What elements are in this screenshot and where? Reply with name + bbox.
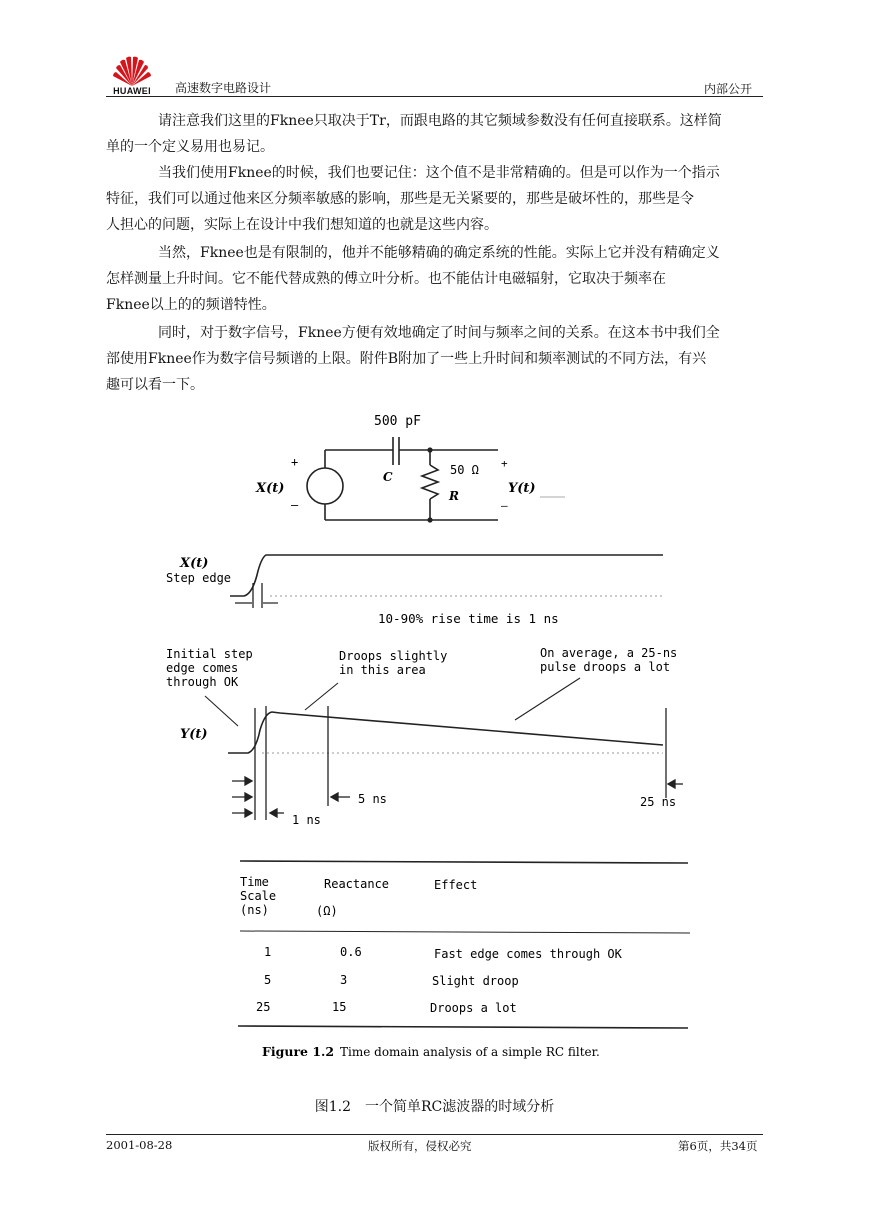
resistor-label: R bbox=[449, 489, 459, 503]
rise-time-note: 10-90% rise time is 1 ns bbox=[378, 611, 559, 626]
table-header-reactance-2: (Ω) bbox=[316, 904, 338, 918]
paragraph-4 bbox=[106, 320, 763, 398]
marker-label-1ns: 1 ns bbox=[292, 813, 321, 827]
text-line: 趣可以看一下。 bbox=[106, 377, 204, 393]
table-rule-header bbox=[240, 931, 690, 933]
note-initial-2: edge comes bbox=[166, 661, 239, 675]
step-waveform bbox=[230, 555, 663, 596]
table-header-time-3: (ns) bbox=[240, 903, 269, 917]
marker-label-5ns: 5 ns bbox=[358, 792, 387, 806]
voltage-source-icon bbox=[307, 468, 343, 504]
output-label: Y(t) bbox=[508, 481, 536, 496]
table-cell-reactance: 15 bbox=[332, 1000, 347, 1014]
table-row bbox=[264, 945, 623, 961]
document-title: 高速数字电路设计 bbox=[175, 81, 272, 95]
paragraph-1 bbox=[106, 108, 763, 160]
pointer-average bbox=[515, 678, 580, 720]
brand-text: HUAWEI bbox=[113, 86, 151, 96]
pointer-droop bbox=[305, 683, 338, 710]
resistor-icon bbox=[422, 465, 438, 499]
text-line: 部使用Fknee作为数字信号频谱的上限。附件B附加了一些上升时间和频率测试的不同方法，有兴 bbox=[106, 351, 707, 367]
table-rule-top bbox=[240, 861, 688, 863]
table-cell-reactance: 3 bbox=[340, 973, 348, 987]
footer-rule bbox=[106, 1134, 763, 1135]
note-droop-1: Droops slightly bbox=[339, 649, 448, 663]
table-rule-bottom bbox=[238, 1026, 688, 1028]
paragraph-2 bbox=[106, 160, 763, 238]
step-label-xt: X(t) bbox=[180, 556, 209, 571]
text-line: 人担心的问题，实际上在设计中我们想知道的也就是这些内容。 bbox=[106, 217, 498, 233]
response-waveform bbox=[228, 712, 663, 753]
table-cell-effect: Droops a lot bbox=[430, 1001, 517, 1015]
footer-page-number: 第6页，共34页 bbox=[678, 1139, 758, 1153]
note-average-1: On average, a 25-ns bbox=[540, 646, 678, 660]
text-line: 当我们使用Fknee的时候，我们也要记住：这个值不是非常精确的。但是可以作为一个指示 bbox=[158, 165, 720, 181]
note-average-2: pulse droops a lot bbox=[540, 660, 671, 674]
text-line: 同时，对于数字信号，Fknee方便有效地确定了时间与频率之间的关系。在这本书中我们全 bbox=[158, 325, 720, 341]
note-droop-2: in this area bbox=[339, 663, 426, 677]
table-cell-time: 1 bbox=[264, 945, 272, 959]
table-cell-reactance: 0.6 bbox=[340, 945, 362, 959]
figure-rc-filter bbox=[0, 400, 869, 1080]
text-line: 特征，我们可以通过他来区分频率敏感的影响，那些是无关紧要的，那些是破坏性的，那些是令 bbox=[106, 191, 694, 207]
text-line: 请注意我们这里的Fknee只取决于Tr，而跟电路的其它频域参数没有任何直接联系。这样简 bbox=[158, 113, 722, 129]
note-initial-3: through OK bbox=[166, 675, 239, 689]
figure-caption: 图1.2 一个简单RC滤波器的时域分析 bbox=[314, 1099, 555, 1115]
input-label: X(t) bbox=[256, 481, 285, 496]
table-header-time-1: Time bbox=[240, 875, 269, 889]
huawei-logo bbox=[108, 52, 156, 96]
table-header-time-2: Scale bbox=[240, 889, 277, 903]
input-plus: + bbox=[291, 455, 299, 469]
text-line: 当然，Fknee也是有限制的，他并不能够精确的确定系统的性能。实际上它并没有精确定义 bbox=[158, 245, 720, 261]
output-minus: – bbox=[501, 499, 508, 512]
text-line: Fknee以上的的频谱特性。 bbox=[106, 297, 276, 313]
paragraph-3 bbox=[106, 240, 763, 318]
table-header-effect: Effect bbox=[434, 878, 478, 892]
footer-date: 2001-08-28 bbox=[106, 1138, 173, 1152]
header-rule bbox=[106, 96, 763, 97]
output-plus: + bbox=[501, 457, 508, 470]
node-dot-top bbox=[427, 447, 432, 452]
table-cell-time: 5 bbox=[264, 973, 272, 987]
capacitor-value: 500 pF bbox=[374, 414, 421, 429]
table-header-reactance-1: Reactance bbox=[324, 877, 390, 891]
marker-arrows bbox=[232, 777, 683, 817]
table-cell-effect: Fast edge comes through OK bbox=[434, 947, 622, 961]
footer-rights: 版权所有，侵权必究 bbox=[368, 1139, 472, 1153]
classification-label: 内部公开 bbox=[704, 82, 753, 96]
table-row bbox=[256, 1000, 517, 1015]
table-cell-effect: Slight droop bbox=[432, 974, 519, 988]
text-line: 怎样测量上升时间。它不能代替成熟的傅立叶分析。也不能估计电磁辐射，它取决于频率在 bbox=[106, 271, 666, 287]
input-minus: – bbox=[291, 498, 299, 512]
table-cell-time: 25 bbox=[256, 1000, 271, 1014]
resistor-value: 50 Ω bbox=[450, 463, 479, 477]
capacitor-label: C bbox=[383, 470, 393, 484]
pointer-initial bbox=[205, 696, 238, 726]
step-label-edge: Step edge bbox=[166, 571, 232, 585]
node-dot-bottom bbox=[427, 517, 432, 522]
marker-label-25ns: 25 ns bbox=[640, 795, 677, 809]
note-initial-1: Initial step bbox=[166, 647, 253, 661]
english-caption-text: Time domain analysis of a simple RC filter. bbox=[340, 1045, 600, 1059]
table-row bbox=[264, 973, 519, 988]
text-line: 单的一个定义易用也易记。 bbox=[106, 139, 274, 155]
response-label-yt: Y(t) bbox=[180, 727, 208, 742]
english-caption-number: Figure 1.2 bbox=[262, 1044, 335, 1059]
circuit-diagram bbox=[307, 437, 498, 520]
